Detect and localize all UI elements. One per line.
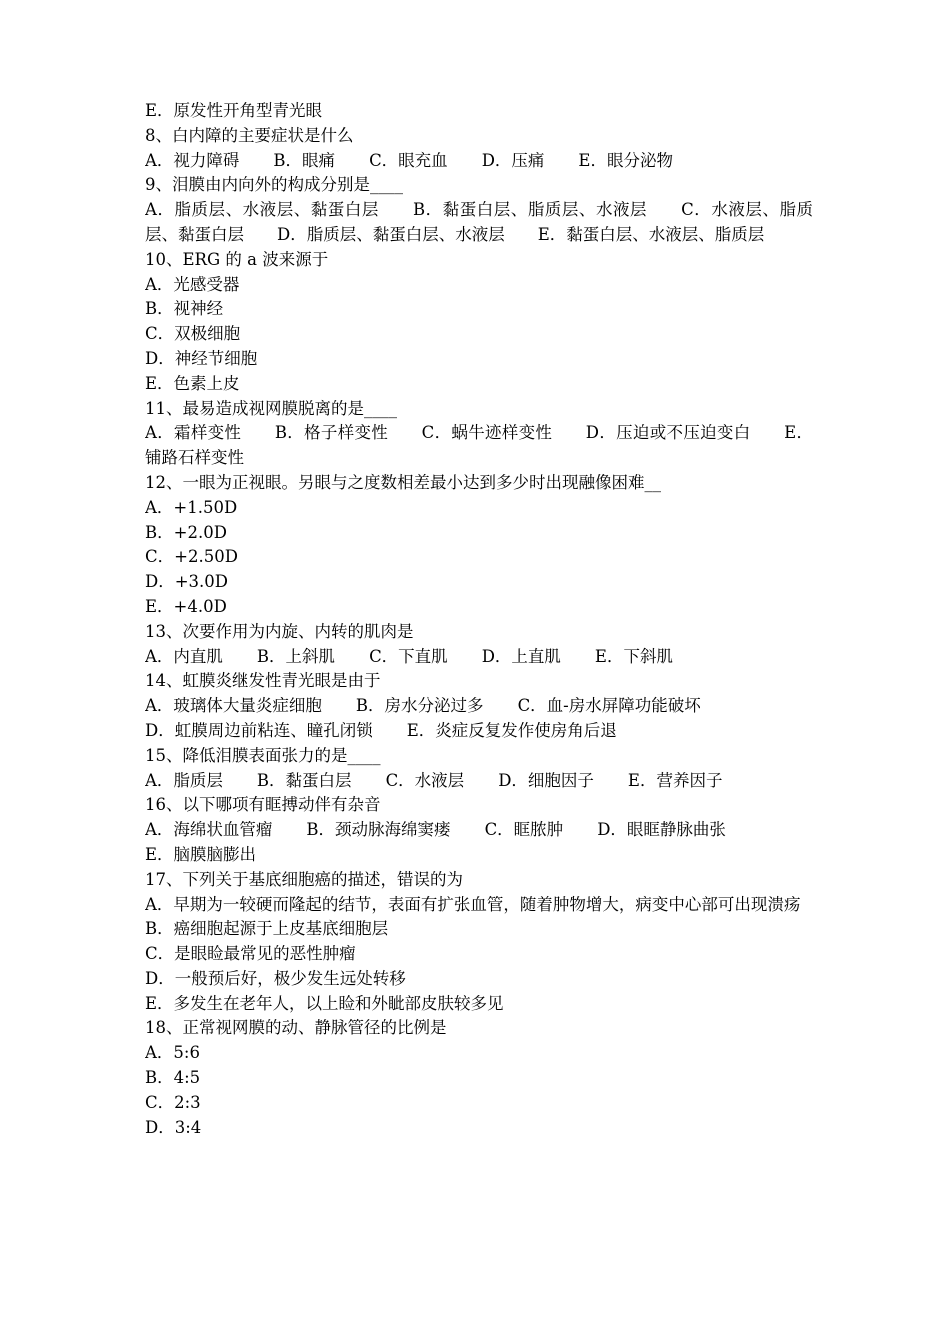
option: C．眼充血 xyxy=(369,150,448,170)
options-paragraph-9: A．脂质层、水液层、黏蛋白层 B．黏蛋白层、脂质层、水液层 C．水液层、脂质层、黏蛋白层 D．脂质层、黏蛋白层、水液层 E．黏蛋白层、水液层、脂质层 xyxy=(145,200,813,244)
option: E．眼分泌物 xyxy=(578,150,673,170)
option: E．营养因子 xyxy=(627,770,723,790)
option-line: D．一般预后好，极少发生远处转移 xyxy=(145,968,406,988)
option-line: E．色素上皮 xyxy=(145,373,240,393)
question-16: 16、以下哪项有眶搏动伴有杂音 xyxy=(145,795,381,815)
option-line: A．光感受器 xyxy=(145,274,240,294)
option-line: B．4:5 xyxy=(145,1068,201,1088)
option: D．上直肌 xyxy=(481,646,561,666)
question-10: 10、ERG 的 a 波来源于 xyxy=(145,249,329,269)
options-row-14a xyxy=(145,694,813,719)
option: B．黏蛋白层 xyxy=(256,770,352,790)
option: B．上斜肌 xyxy=(256,646,336,666)
question-11: 11、最易造成视网膜脱离的是____ xyxy=(145,398,397,418)
option-line: E．原发性开角型青光眼 xyxy=(145,101,323,120)
option-line: E．脑膜脑膨出 xyxy=(145,844,257,864)
option: A．脂质层 xyxy=(145,770,223,790)
option-line: C．是眼睑最常见的恶性肿瘤 xyxy=(145,944,356,964)
option: D．细胞因子 xyxy=(498,770,594,790)
option: E．下斜肌 xyxy=(594,646,673,666)
question-13: 13、次要作用为内旋、内转的肌肉是 xyxy=(145,621,414,641)
option-line: A．+1.50D xyxy=(145,497,238,517)
option: A．内直肌 xyxy=(145,646,223,666)
option: B．眼痛 xyxy=(273,150,336,170)
option: B．房水分泌过多 xyxy=(355,696,484,716)
option-line: A．5:6 xyxy=(145,1043,200,1063)
option: B．颈动脉海绵窦瘘 xyxy=(306,820,451,840)
option: A．海绵状血管瘤 xyxy=(145,820,273,840)
question-18: 18、正常视网膜的动、静脉管径的比例是 xyxy=(145,1018,447,1038)
option-line: C．+2.50D xyxy=(145,547,238,567)
options-paragraph-11: A．霜样变性 B．格子样变性 C．蜗牛迹样变性 D．压迫或不压迫变白 E．铺路石样变性 xyxy=(145,423,813,468)
options-row-8 xyxy=(145,149,813,174)
option: D．虹膜周边前粘连、瞳孔闭锁 xyxy=(145,720,373,740)
option-paragraph-17a: A．早期为一较硬而隆起的结节，表面有扩张血管，随着肿物增大，病变中心部可出现溃疡 xyxy=(145,894,801,914)
option: C．眶脓肿 xyxy=(484,820,564,840)
document-page xyxy=(145,99,813,1140)
option-line: B．视神经 xyxy=(145,299,224,319)
option-line: B．+2.0D xyxy=(145,522,227,542)
option-line: B．癌细胞起源于上皮基底细胞层 xyxy=(145,919,389,939)
option-line: D．神经节细胞 xyxy=(145,348,258,368)
option: A．视力障碍 xyxy=(145,150,240,170)
option: C．下直肌 xyxy=(369,646,448,666)
option: E．炎症反复发作使房角后退 xyxy=(406,720,617,740)
option-line: C．2:3 xyxy=(145,1092,201,1112)
options-row-14b xyxy=(145,719,813,744)
option: C．血-房水屏障功能破坏 xyxy=(517,696,701,716)
question-17: 17、下列关于基底细胞癌的描述，错误的为 xyxy=(145,869,463,889)
option-line: D．3:4 xyxy=(145,1117,202,1137)
option-line: D．+3.0D xyxy=(145,572,229,592)
option: A．玻璃体大量炎症细胞 xyxy=(145,696,322,716)
option: D．眼眶静脉曲张 xyxy=(597,820,726,840)
question-12: 12、一眼为正视眼。另眼与之度数相差最小达到多少时出现融像困难__ xyxy=(145,472,661,492)
option: C．水液层 xyxy=(385,770,465,790)
options-row-15 xyxy=(145,769,813,794)
option-line: C．双极细胞 xyxy=(145,324,241,344)
question-9: 9、泪膜由内向外的构成分别是____ xyxy=(145,175,403,195)
option-line: E．+4.0D xyxy=(145,596,227,616)
options-row-13 xyxy=(145,645,813,670)
options-row-16 xyxy=(145,818,813,843)
option: D．压痛 xyxy=(481,150,545,170)
question-15: 15、降低泪膜表面张力的是____ xyxy=(145,745,381,765)
question-8: 8、白内障的主要症状是什么 xyxy=(145,125,354,145)
option-line: E．多发生在老年人，以上睑和外眦部皮肤较多见 xyxy=(145,993,504,1013)
question-14: 14、虹膜炎继发性青光眼是由于 xyxy=(145,671,381,691)
